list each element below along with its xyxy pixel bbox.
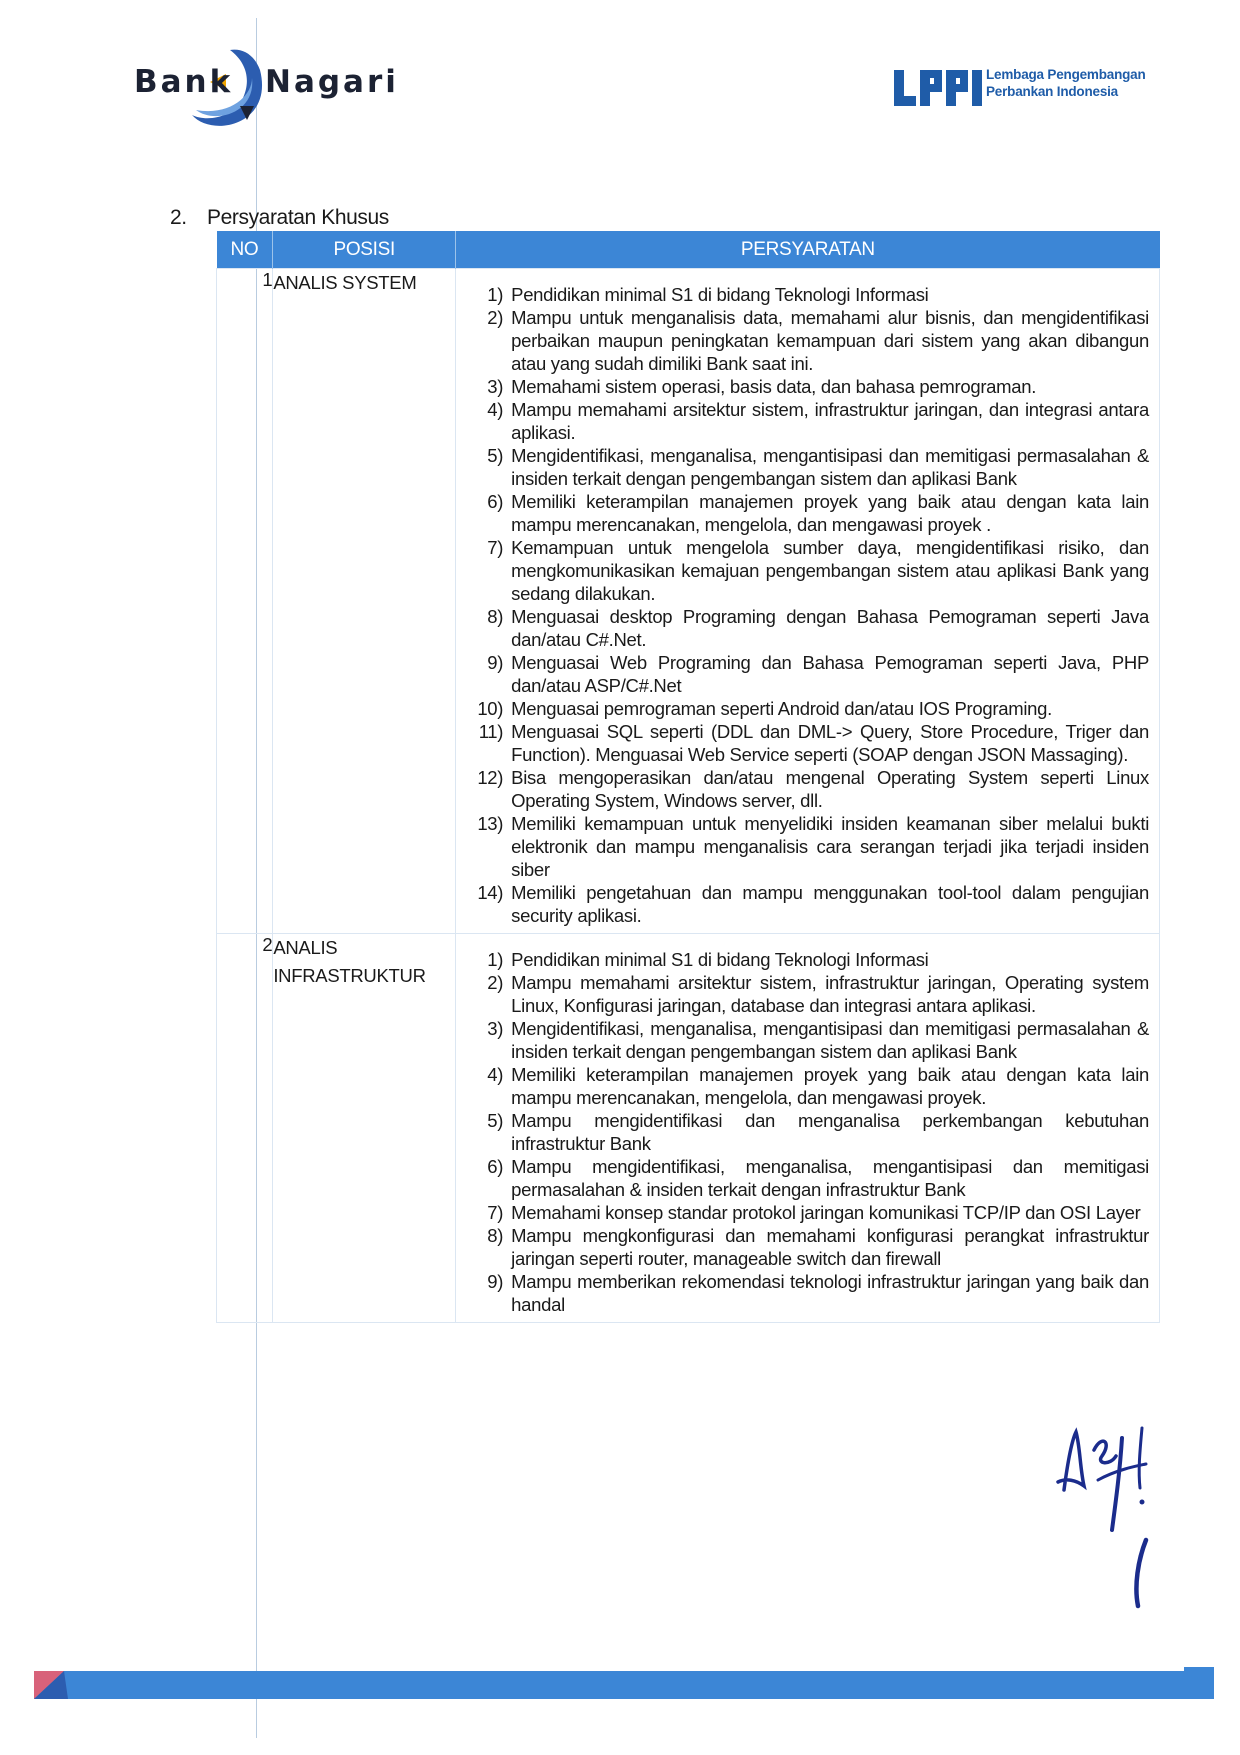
- requirement-item: [464, 971, 1149, 1017]
- requirement-text: Memahami konsep standar protokol jaringan komunikasi TCP/IP dan OSI Layer: [511, 1202, 1141, 1223]
- requirement-text: Mampu memahami arsitektur sistem, infrastruktur jaringan, dan integrasi antara aplikasi.: [511, 399, 1149, 443]
- requirement-item: [464, 306, 1149, 375]
- table-row: [217, 934, 1160, 1323]
- requirement-item: [464, 697, 1149, 720]
- lppi-name: [986, 66, 1146, 100]
- requirement-number: 3): [487, 376, 504, 397]
- requirement-text: Menguasai Web Programing dan Bahasa Pemograman seperti Java, PHP dan/atau ASP/C#.Net: [511, 652, 1149, 696]
- bank-logo-word-left: Bank: [134, 64, 234, 100]
- requirement-item: [464, 948, 1149, 971]
- requirements-list: [456, 269, 1159, 933]
- requirement-item: [464, 1063, 1149, 1109]
- bank-logo-word-right: Nagari: [265, 64, 399, 100]
- lppi-mark-icon: [892, 64, 984, 114]
- requirement-item: [464, 490, 1149, 536]
- requirement-number: 8): [487, 1225, 504, 1246]
- row-number: 2: [217, 934, 273, 1323]
- requirement-item: [464, 605, 1149, 651]
- requirement-text: Memiliki pengetahuan dan mampu menggunakan tool-tool dalam pengujian security aplikasi.: [511, 882, 1149, 926]
- requirement-number: 4): [487, 1064, 504, 1085]
- requirement-item: [464, 1270, 1149, 1316]
- requirement-number: 6): [487, 1156, 504, 1177]
- requirement-number: 7): [487, 1202, 504, 1223]
- header-position: POSISI: [273, 231, 456, 269]
- requirements-cell: [456, 934, 1160, 1323]
- requirement-number: 1): [487, 949, 504, 970]
- requirement-number: 2): [487, 972, 504, 993]
- bank-nagari-logo: [134, 40, 399, 130]
- section-title: Persyaratan Khusus: [207, 206, 389, 229]
- requirement-item: [464, 1224, 1149, 1270]
- requirement-number: 3): [487, 1018, 504, 1039]
- requirement-text: Memiliki keterampilan manajemen proyek yang baik atau dengan kata lain mampu merencanakan, mengelola, dan mengawasi proyek.: [511, 1064, 1149, 1108]
- requirement-text: Mampu memahami arsitektur sistem, infrastruktur jaringan, Operating system Linux, Konfigurasi jaringan, database dan integrasi antara aplikasi.: [511, 972, 1149, 1016]
- requirement-item: [464, 1109, 1149, 1155]
- requirement-text: Mengidentifikasi, menganalisa, mengantisipasi dan memitigasi permasalahan & insiden terkait dengan pengembangan sistem dan aplikasi Bank: [511, 1018, 1149, 1062]
- requirement-item: [464, 766, 1149, 812]
- requirement-item: [464, 1201, 1149, 1224]
- requirement-number: 8): [487, 606, 504, 627]
- requirement-item: [464, 444, 1149, 490]
- row-number: 1: [217, 269, 273, 934]
- requirement-item: [464, 1155, 1149, 1201]
- position-title: ANALIS SYSTEM: [273, 272, 417, 293]
- requirement-text: Memahami sistem operasi, basis data, dan bahasa pemrograman.: [511, 376, 1037, 397]
- lppi-name-line1: Lembaga Pengembangan: [986, 67, 1146, 82]
- section-number: 2.: [170, 206, 187, 229]
- position-title-line1: ANALIS: [273, 937, 338, 958]
- header-requirements: PERSYARATAN: [456, 231, 1160, 269]
- requirement-item: [464, 536, 1149, 605]
- requirement-text: Pendidikan minimal S1 di bidang Teknologi Informasi: [511, 284, 929, 305]
- requirement-item: [464, 881, 1149, 927]
- requirement-item: [464, 812, 1149, 881]
- requirement-number: 12): [477, 767, 504, 788]
- table-row: [217, 269, 1160, 934]
- requirement-number: 4): [487, 399, 504, 420]
- requirement-text: Bisa mengoperasikan dan/atau mengenal Operating System seperti Linux Operating System, Windows server, dll.: [511, 767, 1149, 811]
- requirement-number: 9): [487, 652, 504, 673]
- requirement-text: Mampu mengidentifikasi, menganalisa, mengantisipasi dan memitigasi permasalahan & insiden terkait dengan infrastruktur Bank: [511, 1156, 1149, 1200]
- header-no: NO: [217, 231, 273, 269]
- requirement-text: Mampu mengidentifikasi dan menganalisa perkembangan kebutuhan infrastruktur Bank: [511, 1110, 1149, 1154]
- handwritten-signature: [1050, 1420, 1190, 1620]
- requirement-item: [464, 1017, 1149, 1063]
- requirement-text: Menguasai desktop Programing dengan Bahasa Pemograman seperti Java dan/atau C#.Net.: [511, 606, 1149, 650]
- requirement-text: Menguasai SQL seperti (DDL dan DML-> Query, Store Procedure, Triger dan Function). Menguasai Web Service seperti (SOAP dengan JSON Massaging).: [511, 721, 1149, 765]
- requirement-number: 5): [487, 1110, 504, 1131]
- requirement-text: Memiliki keterampilan manajemen proyek yang baik atau dengan kata lain mampu merencanakan, mengelola, dan mengawasi proyek .: [511, 491, 1149, 535]
- requirement-number: 10): [477, 698, 504, 719]
- requirement-text: Menguasai pemrograman seperti Android dan/atau IOS Programing.: [511, 698, 1052, 719]
- requirement-number: 1): [487, 284, 504, 305]
- position-name: [273, 934, 456, 1323]
- requirement-number: 13): [477, 813, 504, 834]
- requirement-number: 9): [487, 1271, 504, 1292]
- requirements-cell: [456, 269, 1160, 934]
- requirement-number: 5): [487, 445, 504, 466]
- position-name: [273, 269, 456, 934]
- requirement-item: [464, 651, 1149, 697]
- section-heading: [170, 206, 389, 230]
- requirement-text: Mengidentifikasi, menganalisa, mengantisipasi dan memitigasi permasalahan & insiden terkait dengan pengembangan sistem dan aplikasi Bank: [511, 445, 1149, 489]
- requirement-number: 11): [478, 721, 504, 742]
- requirement-text: Mampu memberikan rekomendasi teknologi infrastruktur jaringan yang baik dan handal: [511, 1271, 1149, 1315]
- position-title-line2: INFRASTRUKTUR: [273, 965, 426, 986]
- requirement-text: Pendidikan minimal S1 di bidang Teknologi Informasi: [511, 949, 929, 970]
- requirement-text: Memiliki kemampuan untuk menyelidiki insiden keamanan siber melalui bukti elektronik dan mampu menganalisis cara serangan terjadi jika terjadi insiden siber: [511, 813, 1149, 880]
- requirement-item: [464, 720, 1149, 766]
- requirement-item: [464, 283, 1149, 306]
- requirement-number: 14): [477, 882, 504, 903]
- footer-bar: [34, 1667, 1214, 1701]
- requirement-number: 7): [487, 537, 504, 558]
- requirement-text: Kemampuan untuk mengelola sumber daya, mengidentifikasi risiko, dan mengkomunikasikan kemajuan pengembangan sistem atau aplikasi Bank yang sedang dilakukan.: [511, 537, 1149, 604]
- requirements-list: [456, 934, 1159, 1322]
- lppi-logo: [892, 58, 1152, 118]
- requirement-number: 6): [487, 491, 504, 512]
- requirement-text: Mampu mengkonfigurasi dan memahami konfigurasi perangkat infrastruktur jaringan seperti router, manageable switch dan firewall: [511, 1225, 1149, 1269]
- requirement-number: 2): [487, 307, 504, 328]
- lppi-name-line2: Perbankan Indonesia: [986, 84, 1118, 99]
- requirement-item: [464, 375, 1149, 398]
- requirements-table: [216, 231, 1160, 1323]
- table-header-row: [217, 231, 1160, 269]
- requirement-text: Mampu untuk menganalisis data, memahami alur bisnis, dan mengidentifikasi perbaikan maupun peningkatan kemampuan dari sistem yang akan dibangun atau yang sudah dimiliki Bank saat ini.: [511, 307, 1149, 374]
- requirement-item: [464, 398, 1149, 444]
